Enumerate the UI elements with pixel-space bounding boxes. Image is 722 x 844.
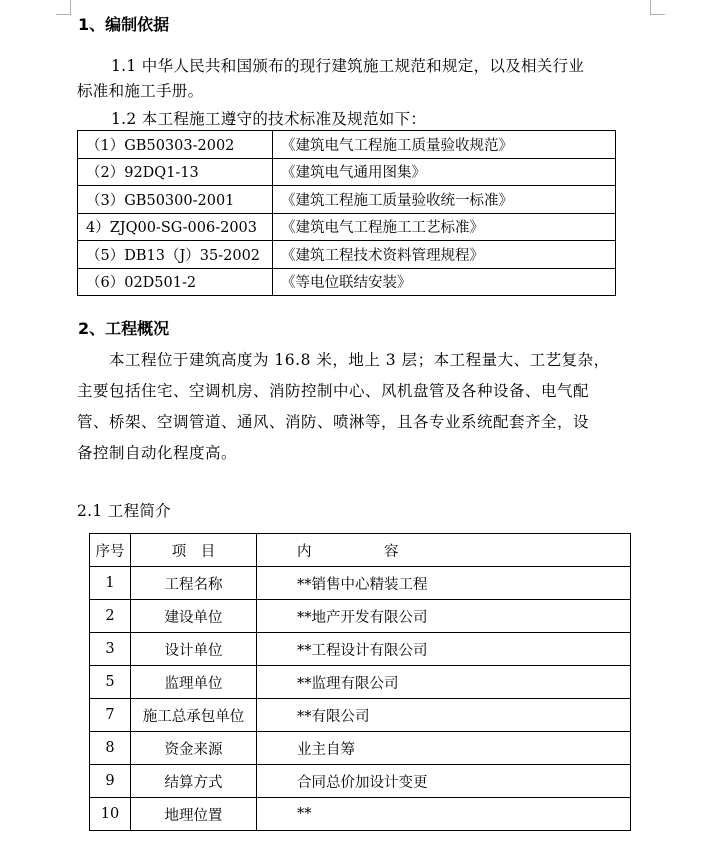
row-content: ** <box>257 798 631 831</box>
body-line: 备控制自动化程度高。 <box>77 444 238 462</box>
table-row <box>90 765 631 798</box>
table-row <box>78 158 616 186</box>
header-no: 序号 <box>90 534 131 567</box>
table-row <box>78 213 616 241</box>
section2-body <box>77 345 652 469</box>
standard-name: 《建筑电气工程施工工艺标准》 <box>273 213 616 241</box>
header-content: 内 容 <box>257 534 631 567</box>
row-no: 5 <box>90 666 131 699</box>
table-row <box>78 241 616 269</box>
section1-para1-line1: 1.1 中华人民共和国颁布的现行建筑施工规范和规定，以及相关行业 <box>111 57 585 75</box>
subsection-heading: 2.1 工程简介 <box>77 502 171 520</box>
standard-code: （3）GB50300-2001 <box>78 186 273 214</box>
row-item: 工程名称 <box>131 567 257 600</box>
standard-name: 《等电位联结安装》 <box>273 268 616 296</box>
standard-name: 《建筑电气工程施工质量验收规范》 <box>273 131 616 159</box>
row-item: 结算方式 <box>131 765 257 798</box>
row-content: **销售中心精装工程 <box>257 567 631 600</box>
standard-name: 《建筑工程施工质量验收统一标准》 <box>273 186 616 214</box>
body-line: 管、桥架、空调管道、通风、消防、喷淋等，且各专业系统配套齐全，设 <box>77 413 590 431</box>
row-content: **地产开发有限公司 <box>257 600 631 633</box>
table-row <box>90 798 631 831</box>
row-no: 1 <box>90 567 131 600</box>
table-row <box>90 699 631 732</box>
row-no: 9 <box>90 765 131 798</box>
page-corner-mark-left <box>56 0 71 15</box>
row-item: 监理单位 <box>131 666 257 699</box>
standard-name: 《建筑电气通用图集》 <box>273 158 616 186</box>
row-content: **工程设计有限公司 <box>257 633 631 666</box>
project-info-table <box>89 533 631 831</box>
body-line: 本工程位于建筑高度为 16.8 米，地上 3 层；本工程量大、工艺复杂， <box>77 351 610 369</box>
standards-table <box>77 130 616 296</box>
standard-code: 4）ZJQ00-SG-006-2003 <box>78 213 273 241</box>
row-item: 建设单位 <box>131 600 257 633</box>
table-row <box>90 732 631 765</box>
row-item: 设计单位 <box>131 633 257 666</box>
body-line: 主要包括住宅、空调机房、消防控制中心、风机盘管及各种设备、电气配 <box>77 382 590 400</box>
table-row <box>90 633 631 666</box>
table-row <box>78 268 616 296</box>
row-no: 3 <box>90 633 131 666</box>
table-row <box>90 666 631 699</box>
row-no: 10 <box>90 798 131 831</box>
standard-name: 《建筑工程技术资料管理规程》 <box>273 241 616 269</box>
row-no: 2 <box>90 600 131 633</box>
table-row <box>78 186 616 214</box>
table-header-row <box>90 534 631 567</box>
section1-para1-line2: 标准和施工手册。 <box>77 82 204 100</box>
page-corner-mark-right <box>650 0 665 15</box>
row-content: 合同总价加设计变更 <box>257 765 631 798</box>
table-row <box>90 600 631 633</box>
row-item: 地理位置 <box>131 798 257 831</box>
header-item: 项 目 <box>131 534 257 567</box>
table-row <box>90 567 631 600</box>
row-content: **有限公司 <box>257 699 631 732</box>
standard-code: （2）92DQ1-13 <box>78 158 273 186</box>
row-content: **监理有限公司 <box>257 666 631 699</box>
row-item: 施工总承包单位 <box>131 699 257 732</box>
row-item: 资金来源 <box>131 732 257 765</box>
section2-heading: 2、工程概况 <box>78 319 170 338</box>
table-row <box>78 131 616 159</box>
row-content: 业主自筹 <box>257 732 631 765</box>
row-no: 7 <box>90 699 131 732</box>
standard-code: （1）GB50303-2002 <box>78 131 273 159</box>
standard-code: （6）02D501-2 <box>78 268 273 296</box>
row-no: 8 <box>90 732 131 765</box>
section1-para2: 1.2 本工程施工遵守的技术标准及规范如下： <box>111 110 427 128</box>
section1-heading: 1、编制依据 <box>78 15 170 34</box>
standard-code: （5）DB13（J）35-2002 <box>78 241 273 269</box>
